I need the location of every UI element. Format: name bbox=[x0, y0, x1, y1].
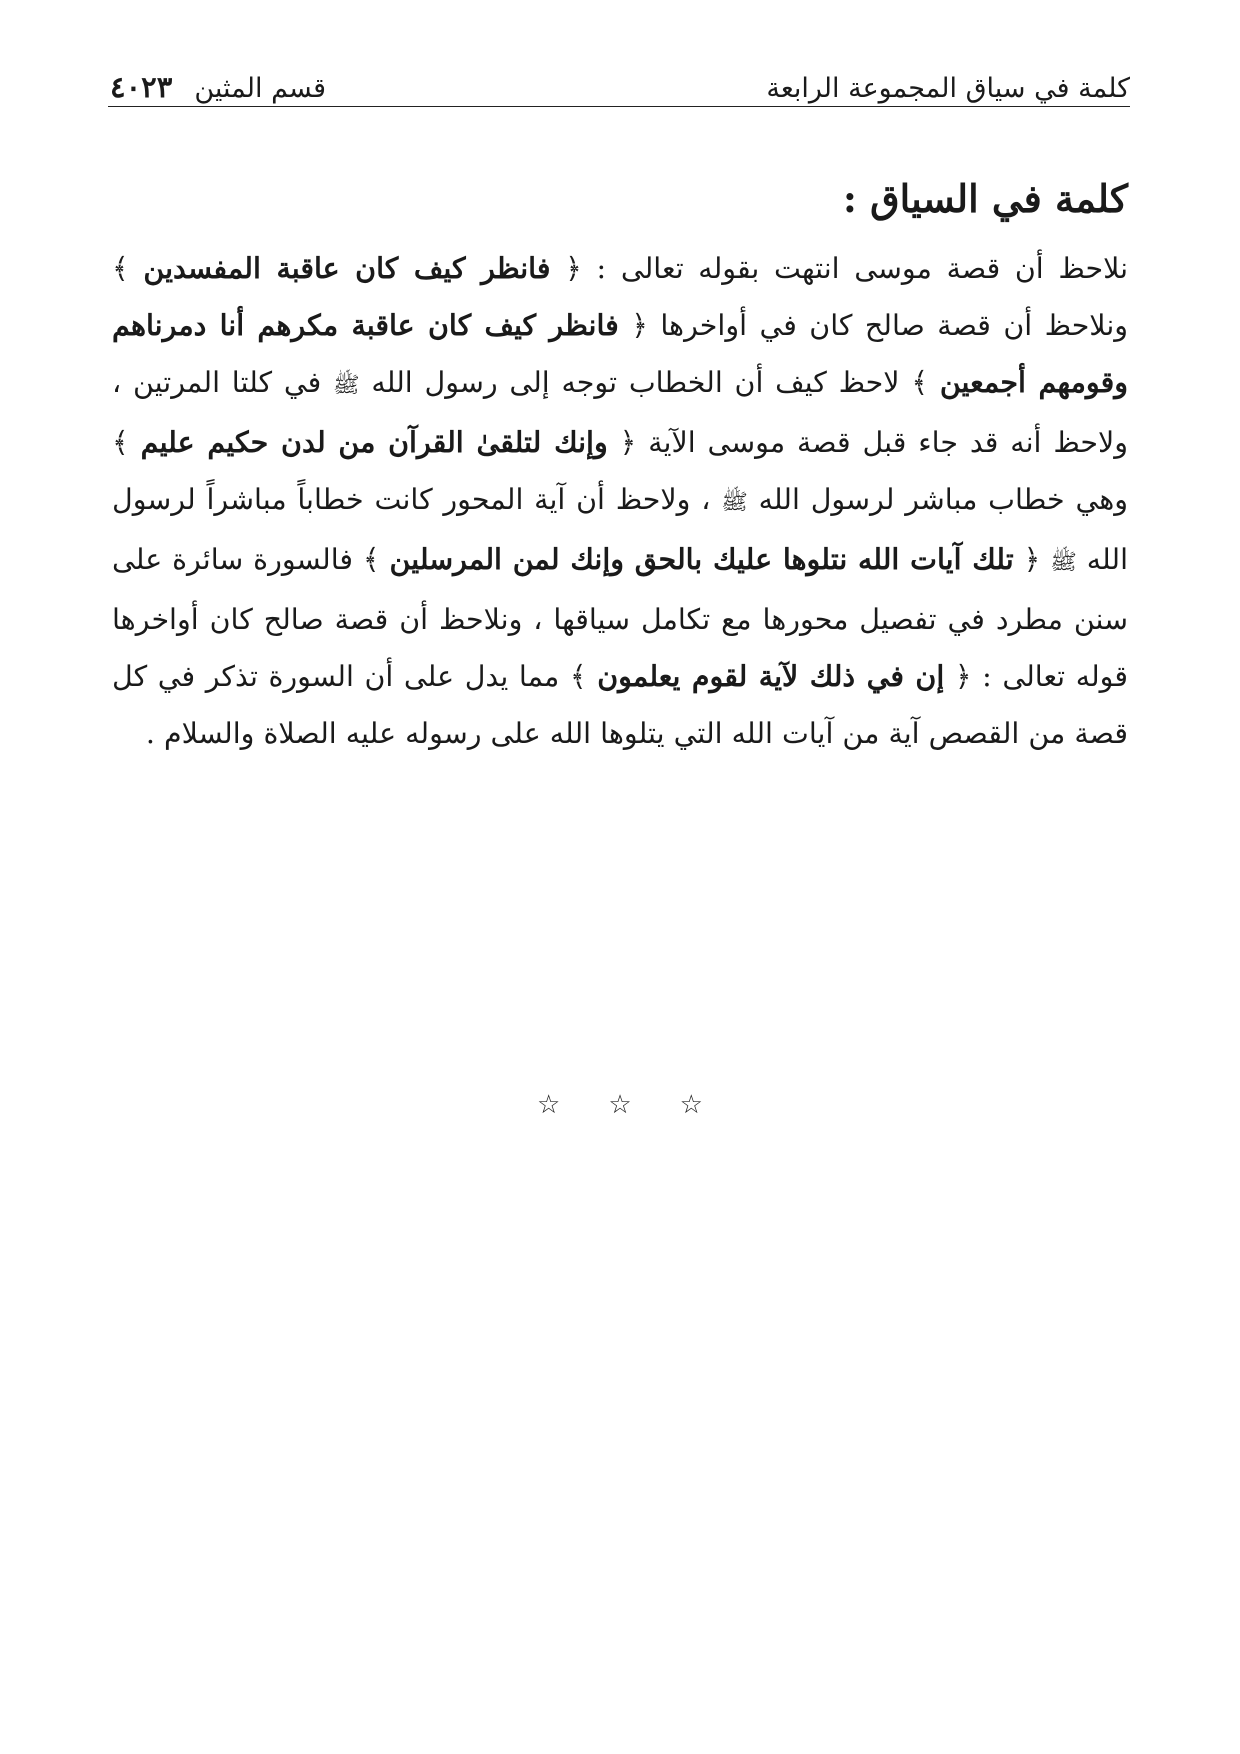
quran-close-bracket: ﴾ bbox=[911, 366, 929, 399]
quran-verse: فانظر كيف كان عاقبة المفسدين bbox=[143, 251, 551, 285]
quran-close-bracket: ﴾ bbox=[569, 660, 587, 693]
text-run: لاحظ كيف أن الخطاب توجه إلى رسول الله bbox=[359, 366, 912, 399]
salutation-glyph: ﷺ bbox=[333, 373, 360, 398]
quran-open-bracket: ﴿ bbox=[619, 426, 637, 459]
quran-open-bracket: ﴿ bbox=[1023, 543, 1041, 576]
quran-open-bracket: ﴿ bbox=[631, 309, 648, 342]
star-icon: ☆ bbox=[537, 1090, 561, 1120]
header-page-info bbox=[110, 70, 327, 104]
chapter-title: كلمة في سياق المجموعة الرابعة bbox=[766, 73, 1130, 104]
quran-close-bracket: ﴾ bbox=[362, 543, 380, 576]
text-run: فالسورة سائرة على سنن مطرد في تفصيل محورها مع تكامل سياقها ، ونلاحظ أن قصة صالح كان أواخرها قوله تعالى : bbox=[112, 543, 1129, 693]
section-heading: كلمة في السياق : bbox=[842, 176, 1128, 221]
star-icon: ☆ bbox=[679, 1090, 703, 1120]
section-separator bbox=[0, 1090, 1240, 1120]
running-header bbox=[110, 52, 1130, 102]
text-run: في كلتا المرتين ، ولاحظ أنه قد جاء قبل قصة موسى الآية bbox=[112, 366, 1129, 459]
quran-verse: تلك آيات الله نتلوها عليك بالحق وإنك لمن المرسلين bbox=[389, 542, 1014, 576]
body-paragraph bbox=[112, 240, 1128, 762]
text-run: نلاحظ أن قصة موسى انتهت بقوله تعالى : bbox=[581, 252, 1129, 285]
quran-verse: فانظر كيف كان عاقبة مكرهم أنا دمرناهم وقومهم أجمعين bbox=[112, 308, 1129, 399]
quran-close-bracket: ﴾ bbox=[112, 252, 129, 285]
quran-verse: إن في ذلك لآية لقوم يعلمون bbox=[597, 659, 945, 693]
page-number: ٤٠٢٣ bbox=[110, 70, 173, 104]
salutation-glyph: ﷺ bbox=[1050, 550, 1077, 575]
quran-verse: وإنك لتلقىٰ القرآن من لدن حكيم عليم bbox=[140, 425, 608, 459]
text-run: مما يدل على أن السورة تذكر في كل قصة من القصص آية من آيات الله التي يتلوها الله على رسوله عليه الصلاة والسلام . bbox=[112, 660, 1128, 750]
text-run: وهي خطاب مباشر لرسول الله bbox=[747, 483, 1129, 516]
star-icon: ☆ bbox=[608, 1090, 632, 1120]
section-name: قسم المثين bbox=[194, 73, 327, 104]
quran-open-bracket: ﴿ bbox=[954, 660, 972, 693]
quran-open-bracket: ﴿ bbox=[565, 252, 582, 285]
quran-close-bracket: ﴾ bbox=[112, 426, 129, 459]
text-run: ونلاحظ أن قصة صالح كان في أواخرها bbox=[647, 309, 1129, 342]
header-rule bbox=[108, 106, 1130, 107]
salutation-glyph: ﷺ bbox=[721, 490, 748, 515]
text-run: ، ولاحظ أن آية المحور كانت خطاباً مباشراً لرسول الله bbox=[112, 483, 1129, 576]
